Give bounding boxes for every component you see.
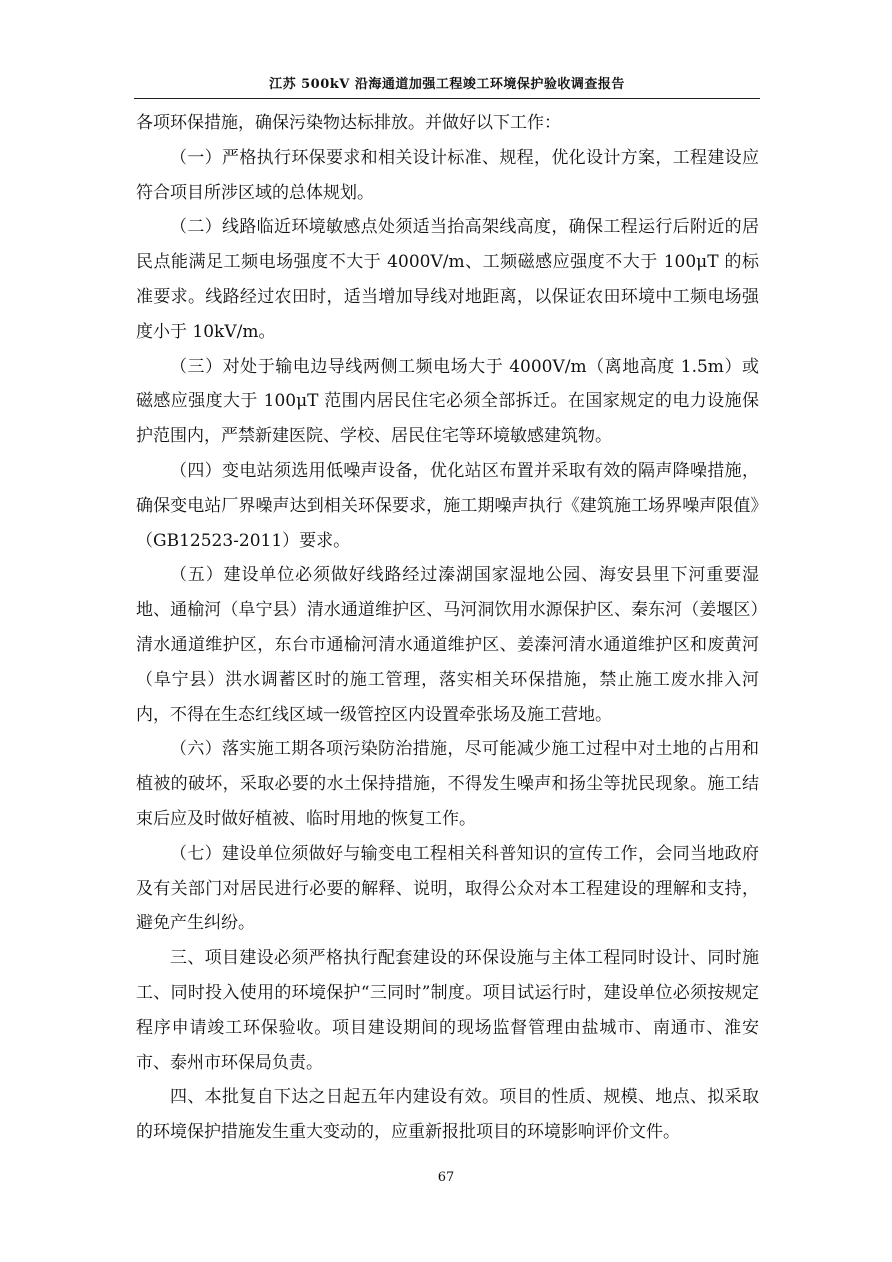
paragraph-item-5: （五）建设单位必须做好线路经过溱湖国家湿地公园、海安县里下河重要湿地、通榆河（阜宁县）清水通道维护区、马河洞饮用水源保护区、秦东河（姜堰区）清水通道维护区，东台市通榆河清水通道维护区、姜溱河清水通道维护区和废黄河（阜宁县）洪水调蓄区时的施工管理，落实相关环保措施，禁止施工废水排入河内，不得在生态红线区域一级管控区内设置牵张场及施工营地。	[136, 565, 759, 725]
header-divider	[134, 98, 760, 99]
paragraph-item-1: （一）严格执行环保要求和相关设计标准、规程，优化设计方案，工程建设应符合项目所涉区域的总体规划。	[136, 147, 759, 203]
paragraph-item-7: （七）建设单位须做好与输变电工程相关科普知识的宣传工作，会同当地政府及有关部门对居民进行必要的解释、说明，取得公众对本工程建设的理解和支持，避免产生纠纷。	[136, 843, 759, 934]
paragraph-item-3: （三）对处于输电边导线两侧工频电场大于 4000V/m（离地高度 1.5m）或磁感应强度大于 100μT 范围内居民住宅必须全部拆迁。在国家规定的电力设施保护范围内，严禁新建医院、学校、居民住宅等环境敏感建筑物。	[136, 356, 759, 447]
page-header: 江苏 500kV 沿海通道加强工程竣工环境保护验收调查报告	[269, 77, 625, 92]
paragraph-section-3: 三、项目建设必须严格执行配套建设的环保设施与主体工程同时设计、同时施工、同时投入使用的环境保护“三同时”制度。项目试运行时，建设单位必须按规定程序申请竣工环保验收。项目建设期间的现场监督管理由盐城市、南通市、淮安市、泰州市环保局负责。	[136, 948, 759, 1073]
document-body	[136, 106, 759, 1150]
paragraph-continuation: 各项环保措施，确保污染物达标排放。并做好以下工作：	[136, 113, 561, 133]
page-number: 67	[437, 1170, 455, 1185]
paragraph-item-2: （二）线路临近环境敏感点处须适当抬高架线高度，确保工程运行后附近的居民点能满足工频电场强度不大于 4000V/m、工频磁感应强度不大于 100μT 的标准要求。线路经过农田时，适当增加导线对地距离，以保证农田环境中工频电场强度小于 10kV/m。	[136, 217, 759, 342]
paragraph-section-4: 四、本批复自下达之日起五年内建设有效。项目的性质、规模、地点、拟采取的环境保护措施发生重大变动的，应重新报批项目的环境影响评价文件。	[136, 1087, 759, 1143]
paragraph-item-4: （四）变电站须选用低噪声设备，优化站区布置并采取有效的隔声降噪措施，确保变电站厂界噪声达到相关环保要求，施工期噪声执行《建筑施工场界噪声限值》（GB12523-2011）要求。	[136, 460, 759, 551]
paragraph-item-6: （六）落实施工期各项污染防治措施，尽可能减少施工过程中对土地的占用和植被的破坏，采取必要的水土保持措施，不得发生噪声和扬尘等扰民现象。施工结束后应及时做好植被、临时用地的恢复工作。	[136, 739, 759, 829]
